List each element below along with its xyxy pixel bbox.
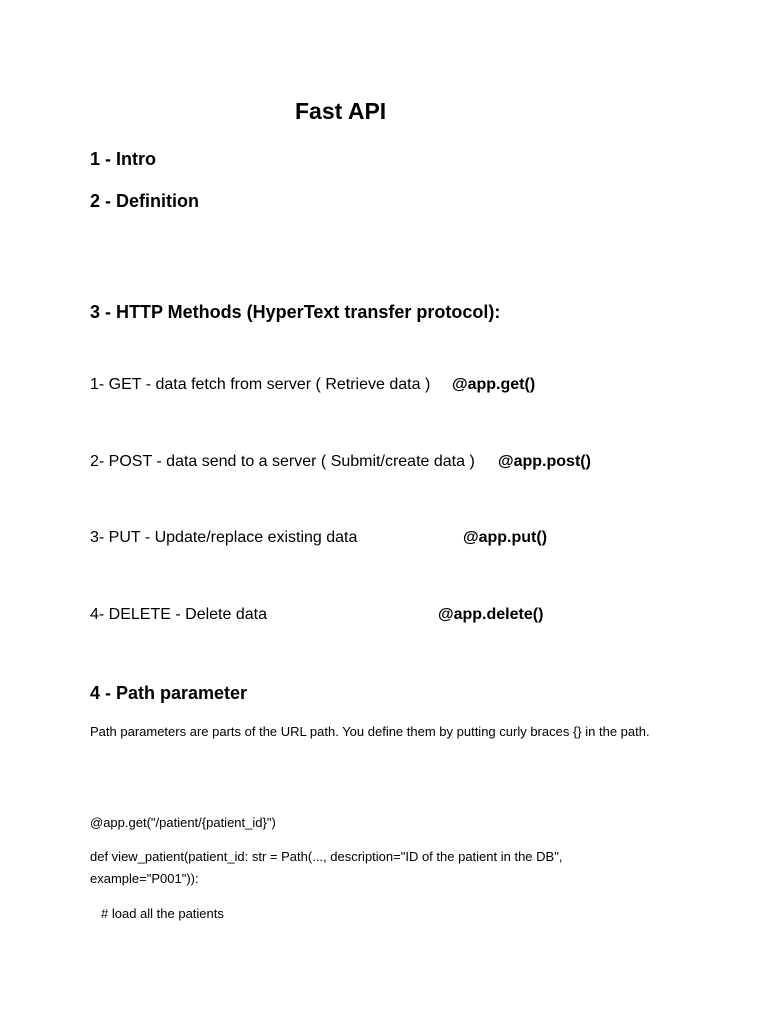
section-heading-definition: 2 - Definition: [90, 191, 199, 211]
method-put-decorator: @app.put(): [463, 529, 548, 546]
section-heading-path-parameter: 4 - Path parameter: [90, 683, 248, 703]
document-title: Fast API: [295, 98, 387, 124]
code-comment-line: # load all the patients: [101, 906, 224, 921]
method-delete-decorator: @app.delete(): [438, 606, 544, 623]
method-post-decorator: @app.post(): [498, 453, 591, 470]
code-def-line-2: example="P001")):: [90, 871, 199, 886]
path-parameter-description: Path parameters are parts of the URL path. You define them by putting curly braces {} in the path.: [90, 724, 650, 739]
code-def-line-1: def view_patient(patient_id: str = Path(..., description="ID of the patient in the DB",: [90, 849, 563, 864]
method-delete-text: 4- DELETE - Delete data: [90, 606, 267, 623]
section-heading-http-methods: 3 - HTTP Methods (HyperText transfer protocol):: [90, 302, 501, 322]
section-heading-intro: 1 - Intro: [90, 149, 156, 169]
method-get-decorator: @app.get(): [452, 376, 536, 393]
method-get-text: 1- GET - data fetch from server ( Retrieve data ): [90, 376, 431, 393]
method-put-text: 3- PUT - Update/replace existing data: [90, 529, 358, 546]
code-decorator-line: @app.get("/patient/{patient_id}"): [90, 815, 276, 830]
method-post-text: 2- POST - data send to a server ( Submit/create data ): [90, 453, 475, 470]
